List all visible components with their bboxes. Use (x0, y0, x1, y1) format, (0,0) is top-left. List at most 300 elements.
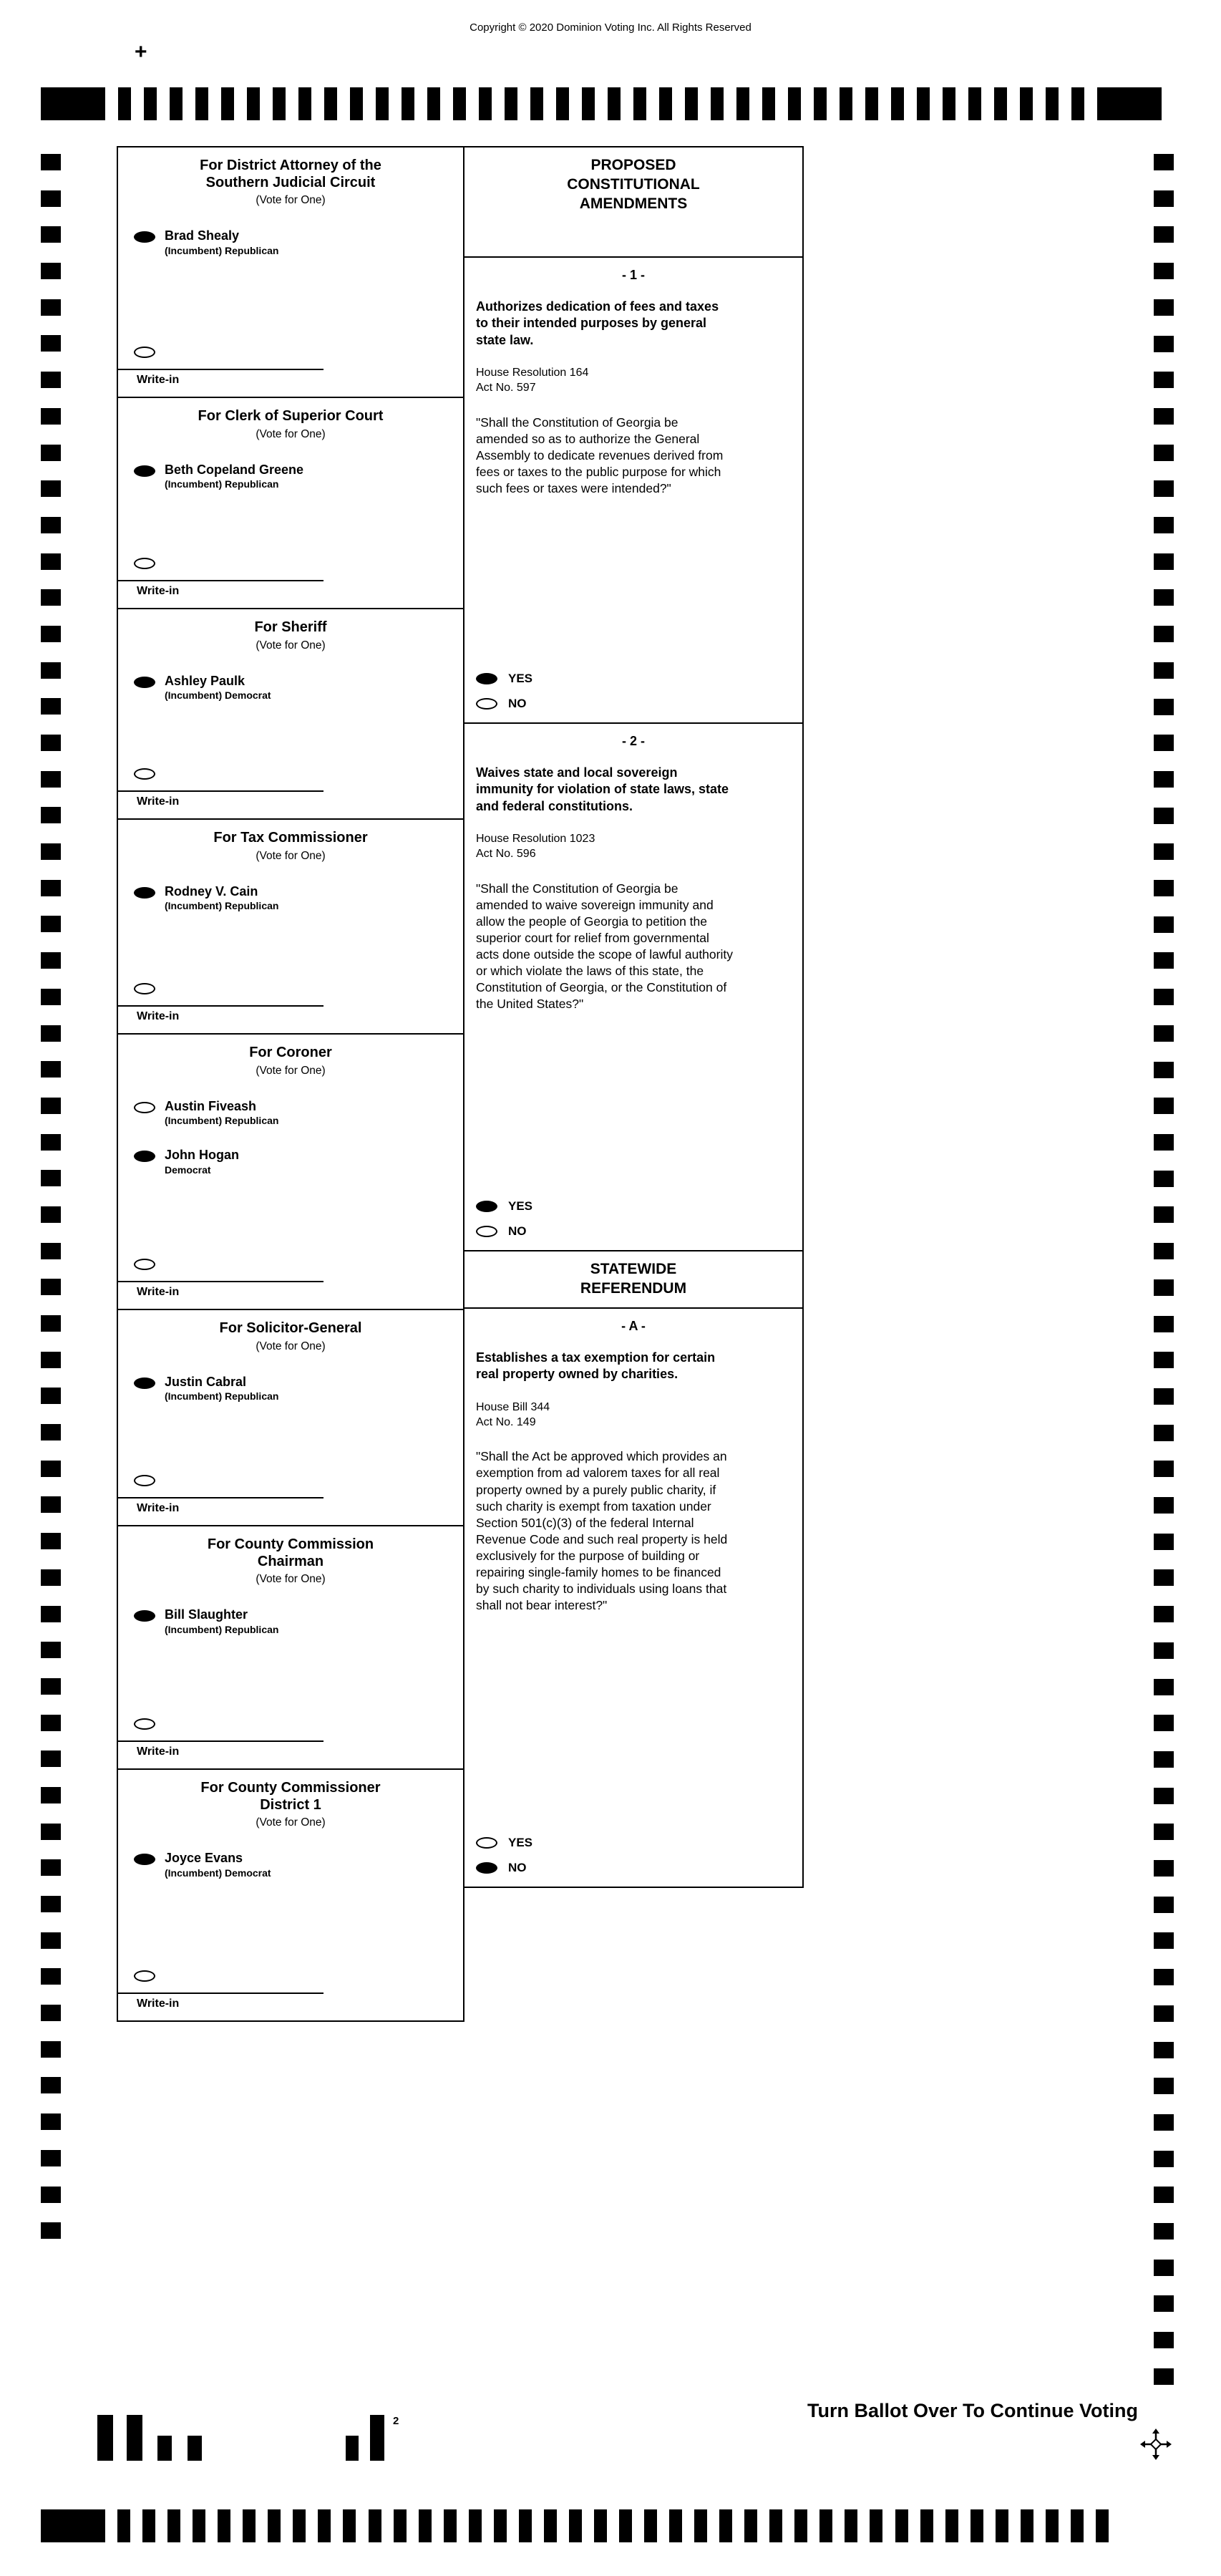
write-in-area[interactable] (118, 1497, 324, 1499)
measure-choices (476, 1179, 802, 1240)
timing-mark (193, 2509, 205, 2542)
timing-mark (819, 2509, 832, 2542)
timing-mark (1154, 699, 1174, 715)
timing-mark (41, 589, 61, 606)
write-in-label: Write-in (137, 1286, 180, 1298)
write-in-row (118, 1259, 463, 1274)
timing-mark (1154, 1316, 1174, 1332)
contest-title-line: For County Commission (207, 1536, 374, 1552)
contest-solicitor-general (117, 1310, 464, 1526)
timing-mark (444, 2509, 457, 2542)
section-header-line: AMENDMENTS (579, 195, 688, 212)
timing-mark (996, 2509, 1008, 2542)
timing-mark (41, 1061, 61, 1078)
timing-mark (41, 517, 61, 533)
measure-referendum-a (464, 1309, 802, 1887)
timing-marks-bottom (41, 2509, 1109, 2542)
candidate-bubble[interactable] (134, 465, 155, 477)
timing-mark (247, 87, 260, 120)
timing-mark (994, 87, 1007, 120)
contest-title (118, 405, 463, 425)
candidate-row (134, 674, 454, 702)
candidate-name: Beth Copeland Greene (165, 462, 304, 477)
candidate-row (134, 1851, 454, 1879)
no-bubble[interactable] (476, 1862, 497, 1874)
timing-mark (1154, 190, 1174, 207)
candidate-row (134, 1099, 454, 1127)
timing-mark (318, 2509, 331, 2542)
timing-mark (41, 2150, 61, 2166)
write-in-area[interactable] (118, 1992, 324, 1995)
measure-question: "Shall the Act be approved which provides an exemption from ad valorem taxes for all real property owned by a purely public charity, if such charity is exempt from taxation under Section 501(c)(3) of the federal Internal Revenue Code and such real property is held exclusively for the purpose of building or repairing single-family homes to be financed by such charity to individuals using loans that shall not bear interest?" (476, 1449, 728, 1613)
timing-mark (519, 2509, 532, 2542)
timing-mark (273, 87, 286, 120)
timing-mark (1154, 1025, 1174, 1042)
timing-mark (1154, 662, 1174, 679)
write-in-row (118, 983, 463, 998)
timing-mark (41, 662, 61, 679)
timing-mark (1046, 2509, 1059, 2542)
write-in-bubble[interactable] (134, 983, 155, 994)
timing-mark (419, 2509, 432, 2542)
timing-mark (694, 2509, 707, 2542)
timing-mark (41, 190, 61, 207)
timing-mark (1097, 87, 1162, 120)
section-header-line: STATEWIDE (590, 1261, 677, 1277)
timing-mark (298, 87, 311, 120)
ballot-barcode (97, 2415, 412, 2461)
timing-mark (870, 2509, 882, 2542)
timing-mark (1154, 1569, 1174, 1586)
contest-title (118, 1777, 463, 1814)
timing-mark (41, 87, 105, 120)
contest-title (118, 827, 463, 847)
candidate-bubble[interactable] (134, 677, 155, 688)
section-header-line: REFERENDUM (580, 1279, 687, 1297)
timing-mark (1154, 1642, 1174, 1659)
timing-mark (479, 87, 492, 120)
timing-mark (41, 154, 61, 170)
timing-mark (644, 2509, 657, 2542)
timing-mark (619, 2509, 632, 2542)
timing-mark (594, 2509, 607, 2542)
no-choice (476, 1224, 802, 1239)
timing-mark (195, 87, 208, 120)
write-in-row (118, 768, 463, 783)
timing-mark (41, 1388, 61, 1404)
timing-mark (41, 553, 61, 570)
timing-mark (669, 2509, 682, 2542)
timing-mark (1154, 154, 1174, 170)
timing-mark (1154, 480, 1174, 497)
timing-mark (1096, 2509, 1109, 2542)
barcode-bar (370, 2415, 384, 2461)
timing-mark (1071, 87, 1084, 120)
measure-choices (476, 652, 802, 712)
timing-mark (891, 87, 904, 120)
candidate-row (134, 884, 454, 912)
timing-mark (1021, 2509, 1033, 2542)
timing-mark (41, 698, 61, 715)
timing-mark (1154, 916, 1174, 933)
contest-coroner (117, 1035, 464, 1310)
timing-mark (762, 87, 775, 120)
barcode-bar (127, 2415, 142, 2461)
timing-mark (41, 1859, 61, 1876)
contest-tax-commissioner (117, 820, 464, 1035)
write-in-area[interactable] (118, 790, 324, 793)
candidate-party: (Incumbent) Republican (165, 1623, 279, 1635)
measure-summary: Waives state and local sovereign immunity for violation of state laws, state and federal constitutions. (476, 765, 729, 813)
timing-mark (117, 2509, 130, 2542)
candidate-bubble[interactable] (134, 231, 155, 243)
timing-mark (243, 2509, 256, 2542)
timing-mark (1020, 87, 1033, 120)
timing-mark (41, 771, 61, 788)
write-in-area[interactable] (118, 369, 324, 371)
timing-mark (1154, 1497, 1174, 1514)
timing-mark (1154, 2223, 1174, 2240)
timing-mark (218, 2509, 230, 2542)
contest-district-attorney (117, 146, 464, 398)
write-in-bubble[interactable] (134, 558, 155, 569)
timing-mark (469, 2509, 482, 2542)
timing-mark (118, 87, 131, 120)
no-choice (476, 1861, 802, 1875)
timing-mark (41, 1715, 61, 1731)
write-in-area[interactable] (118, 580, 324, 582)
contest-title (118, 1042, 463, 1062)
measure-references (476, 366, 734, 396)
timing-mark (794, 2509, 807, 2542)
contest-title-line: For Clerk of Superior Court (198, 408, 384, 424)
timing-mark (41, 226, 61, 243)
timing-mark (1154, 1388, 1174, 1405)
measure-reference-line: Act No. 149 (476, 1415, 536, 1428)
contest-title-line: Southern Judicial Circuit (205, 174, 376, 190)
write-in-bubble[interactable] (134, 1718, 155, 1730)
write-in-row (118, 558, 463, 573)
timing-mark (1154, 2042, 1174, 2058)
timing-mark (1154, 2332, 1174, 2348)
timing-mark (41, 916, 61, 932)
timing-mark (41, 1606, 61, 1622)
timing-mark (1154, 1788, 1174, 1804)
timing-mark (1154, 2295, 1174, 2312)
candidate-name: Joyce Evans (165, 1851, 243, 1866)
contests-column (117, 146, 464, 2022)
candidate-party: (Incumbent) Republican (165, 1390, 279, 1403)
corner-plus-mark: + (135, 40, 147, 64)
timing-mark (41, 2041, 61, 2058)
timing-mark (41, 1787, 61, 1803)
timing-mark (608, 87, 621, 120)
candidate-party: (Incumbent) Democrat (165, 689, 271, 702)
timing-mark (41, 1533, 61, 1549)
yes-choice (476, 1836, 802, 1850)
timing-mark (41, 1279, 61, 1295)
timing-mark (1154, 1824, 1174, 1840)
timing-mark (633, 87, 646, 120)
timing-mark (719, 2509, 732, 2542)
timing-mark (41, 1569, 61, 1586)
timing-mark (494, 2509, 507, 2542)
timing-mark (1154, 1932, 1174, 1949)
timing-mark (788, 87, 801, 120)
timing-marks-left (41, 154, 61, 2240)
timing-mark (1154, 1206, 1174, 1223)
measure-number: - 2 - (621, 734, 645, 748)
write-in-bubble[interactable] (134, 768, 155, 780)
measure-reference-line: Act No. 596 (476, 847, 536, 860)
timing-mark (144, 87, 157, 120)
barcode-bar (346, 2436, 359, 2461)
write-in-bubble[interactable] (134, 1970, 155, 1982)
timing-mark (293, 2509, 306, 2542)
timing-mark (41, 1896, 61, 1912)
contest-title-line: For Coroner (249, 1045, 332, 1060)
timing-mark (1154, 1171, 1174, 1187)
contest-title-line: Chairman (257, 1553, 324, 1569)
timing-mark (1154, 2187, 1174, 2203)
timing-mark (1154, 880, 1174, 896)
yes-choice (476, 672, 802, 686)
write-in-area[interactable] (118, 1740, 324, 1743)
measure-references (476, 832, 734, 862)
yes-bubble[interactable] (476, 1201, 497, 1212)
candidate-party: (Incumbent) Democrat (165, 1866, 271, 1879)
timing-mark (769, 2509, 782, 2542)
timing-mark (41, 1496, 61, 1513)
measure-question: "Shall the Constitution of Georgia be amended so as to authorize the General Assembly to dedicate revenues derived from fees or taxes to the public purpose for which such fees or taxes were intended?" (476, 415, 724, 496)
candidate-name: Justin Cabral (165, 1374, 247, 1389)
timing-mark (895, 2509, 908, 2542)
timing-mark (1154, 1279, 1174, 1296)
timing-mark (1154, 1062, 1174, 1078)
timing-mark (1154, 1897, 1174, 1913)
timing-mark (402, 87, 414, 120)
timing-mark (1154, 1606, 1174, 1622)
timing-mark (343, 2509, 356, 2542)
timing-mark (1154, 1534, 1174, 1550)
measure-choices (476, 1816, 802, 1877)
timing-mark (1154, 1751, 1174, 1768)
timing-mark (968, 87, 981, 120)
contest-county-commission-chairman (117, 1526, 464, 1770)
timing-mark (41, 1243, 61, 1259)
candidate-bubble[interactable] (134, 1610, 155, 1622)
write-in-label: Write-in (137, 585, 180, 597)
timing-mark (544, 2509, 557, 2542)
candidate-row (134, 463, 454, 490)
write-in-bubble[interactable] (134, 347, 155, 358)
timing-mark (41, 989, 61, 1005)
timing-mark (920, 2509, 933, 2542)
write-in-bubble[interactable] (134, 1259, 155, 1270)
timing-mark (376, 87, 389, 120)
timing-mark (394, 2509, 407, 2542)
timing-mark (1154, 2151, 1174, 2167)
contest-title (118, 1534, 463, 1570)
timing-mark (971, 2509, 983, 2542)
timing-mark (1154, 2005, 1174, 2022)
candidate-row (134, 1148, 454, 1176)
write-in-label: Write-in (137, 795, 180, 808)
candidate-party: (Incumbent) Republican (165, 478, 279, 490)
timing-mark (41, 1315, 61, 1332)
timing-mark (1154, 1425, 1174, 1441)
timing-mark (41, 480, 61, 497)
timing-mark (917, 87, 930, 120)
sheet-number: 2 (393, 2415, 399, 2427)
timing-mark (1154, 626, 1174, 642)
timing-mark (556, 87, 569, 120)
yes-choice (476, 1199, 802, 1214)
timing-mark (41, 1642, 61, 1658)
write-in-bubble[interactable] (134, 1475, 155, 1486)
measures-column (463, 146, 804, 1888)
yes-label: YES (508, 1836, 533, 1849)
timing-mark (369, 2509, 381, 2542)
candidate-name: Bill Slaughter (165, 1607, 248, 1622)
timing-mark (41, 335, 61, 352)
no-bubble[interactable] (476, 1226, 497, 1237)
timing-mark (1154, 1679, 1174, 1695)
timing-mark (350, 87, 363, 120)
barcode-bar (157, 2436, 172, 2461)
timing-mark (530, 87, 543, 120)
timing-mark (41, 1206, 61, 1223)
timing-mark (814, 87, 827, 120)
timing-mark (1046, 87, 1059, 120)
contest-title-line: For County Commissioner (200, 1780, 381, 1796)
measure-amendment-2 (464, 724, 802, 1251)
write-in-label: Write-in (137, 1998, 180, 2010)
no-choice (476, 697, 802, 711)
measure-reference-line: House Resolution 164 (476, 367, 589, 379)
timing-mark (41, 1824, 61, 1840)
measure-reference-line: House Resolution 1023 (476, 833, 595, 846)
timing-mark (659, 87, 672, 120)
candidate-name: Brad Shealy (165, 228, 240, 243)
barcode-bar (97, 2415, 113, 2461)
timing-mark (1154, 445, 1174, 461)
timing-mark (170, 87, 183, 120)
registration-mark-icon (1140, 2429, 1172, 2460)
timing-mark (268, 2509, 281, 2542)
measure-reference-line: Act No. 597 (476, 381, 536, 394)
timing-mark (41, 2113, 61, 2130)
measure-summary: Establishes a tax exemption for certain real property owned by charities. (476, 1350, 716, 1382)
measure-summary: Authorizes dedication of fees and taxes to their intended purposes by general state law. (476, 299, 719, 347)
section-header-proposed-constitutional-amendments (464, 147, 802, 258)
barcode-bar (188, 2436, 202, 2461)
measure-amendment-1 (464, 258, 802, 724)
timing-mark (1154, 263, 1174, 279)
timing-mark (1154, 1243, 1174, 1259)
timing-mark (41, 408, 61, 425)
contest-county-commissioner-district-1 (117, 1770, 464, 2022)
candidate-party: Democrat (165, 1163, 211, 1176)
timing-mark (582, 87, 595, 120)
timing-mark (41, 807, 61, 823)
candidate-bubble[interactable] (134, 1377, 155, 1389)
timing-marks-right (1154, 154, 1174, 2385)
timing-mark (1154, 843, 1174, 860)
timing-mark (1154, 2260, 1174, 2276)
timing-mark (221, 87, 234, 120)
timing-mark (569, 2509, 582, 2542)
timing-mark (41, 1751, 61, 1767)
write-in-area[interactable] (118, 1005, 324, 1007)
timing-mark (41, 2222, 61, 2239)
candidate-bubble[interactable] (134, 1102, 155, 1113)
timing-mark (1071, 2509, 1084, 2542)
timing-mark (1154, 771, 1174, 788)
timing-mark (167, 2509, 180, 2542)
timing-mark (1154, 517, 1174, 533)
measure-reference-line: House Bill 344 (476, 1400, 550, 1413)
yes-bubble[interactable] (476, 673, 497, 684)
section-header-line: CONSTITUTIONAL (567, 175, 700, 193)
measure-question: "Shall the Constitution of Georgia be amended to waive sovereign immunity and allow the people of Georgia to petition the superior court for relief from governmental acts done outside the scope of lawful authority or which violate the laws of this state, the Constitution of Georgia, or the Constitution of the United States?" (476, 881, 733, 1012)
timing-mark (41, 952, 61, 969)
timing-mark (41, 1968, 61, 1985)
candidate-party: (Incumbent) Republican (165, 244, 279, 256)
timing-mark (324, 87, 337, 120)
timing-mark (1154, 1098, 1174, 1114)
timing-mark (41, 2187, 61, 2203)
timing-mark (427, 87, 440, 120)
contest-title (118, 1317, 463, 1337)
candidate-bubble[interactable] (134, 1151, 155, 1162)
timing-mark (41, 1424, 61, 1440)
timing-mark (505, 87, 517, 120)
no-label: NO (508, 1224, 527, 1238)
no-label: NO (508, 1861, 527, 1874)
timing-mark (41, 2005, 61, 2021)
timing-mark (1154, 1461, 1174, 1477)
timing-mark (142, 2509, 155, 2542)
timing-mark (865, 87, 878, 120)
candidate-name: John Hogan (165, 1148, 239, 1163)
timing-mark (1154, 808, 1174, 824)
write-in-label: Write-in (137, 374, 180, 386)
write-in-area[interactable] (118, 1281, 324, 1283)
timing-mark (41, 626, 61, 642)
timing-mark (1154, 952, 1174, 969)
no-bubble[interactable] (476, 698, 497, 710)
yes-bubble[interactable] (476, 1837, 497, 1849)
timing-mark (41, 843, 61, 860)
contest-instruction: (Vote for One) (256, 194, 326, 207)
contest-clerk-superior-court (117, 398, 464, 609)
candidate-row (134, 228, 454, 256)
timing-mark (1154, 299, 1174, 316)
candidate-name: Austin Fiveash (165, 1098, 257, 1113)
timing-mark (1154, 2078, 1174, 2094)
contest-instruction: (Vote for One) (256, 1340, 326, 1352)
timing-mark (685, 87, 698, 120)
contest-title-line: For Sheriff (254, 619, 327, 635)
contest-title (118, 616, 463, 636)
write-in-label: Write-in (137, 1010, 180, 1022)
contest-sheriff (117, 609, 464, 820)
timing-mark (453, 87, 466, 120)
timing-mark (1154, 1860, 1174, 1877)
candidate-bubble[interactable] (134, 887, 155, 899)
candidate-bubble[interactable] (134, 1854, 155, 1865)
